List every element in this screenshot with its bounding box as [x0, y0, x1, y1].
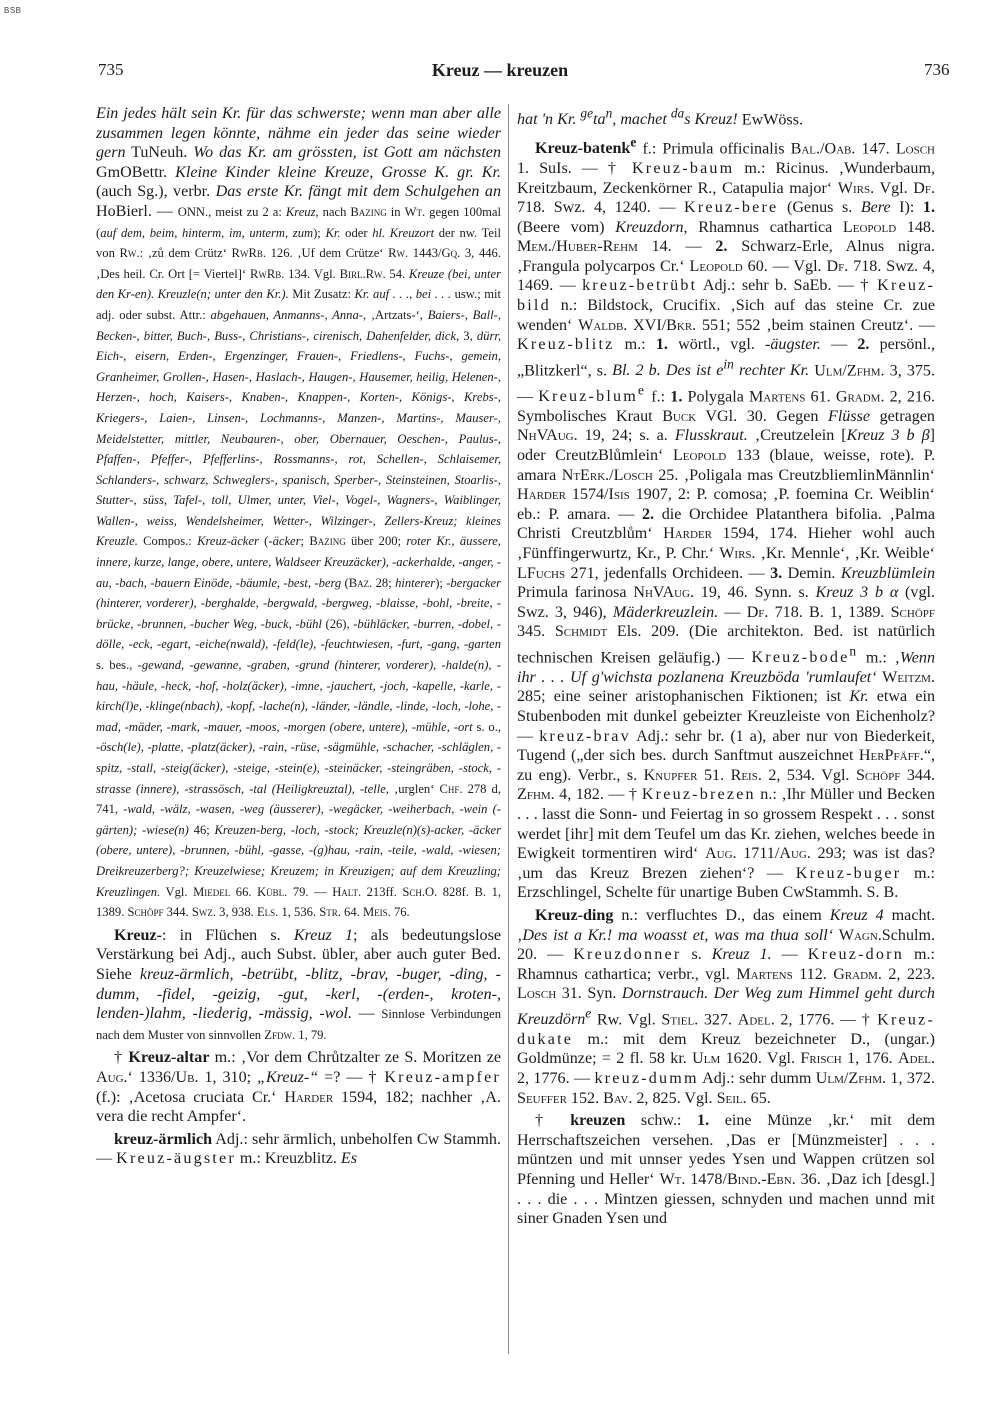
entry-text: † Kreuz-altar m.: ‚Vor dem Chrůtzalter ze S. Moritzen ze Aug.‘ 1336/Ub. 1, 310; „Kreuz-“ =? — † Kreuz-ampfer (f.): ‚Acetosa cruciata Cr.‘ Harder 1594, 182; nachher ‚A. vera die recht Ampfer‘.: [96, 1049, 501, 1126]
column-right: [517, 104, 935, 1229]
entry-text: Ein jedes hält sein Kr. für das schwerste; wenn man aber alle zusammen legen könnte, nähme ein jeder das seine wieder gern TuNeuh. Wo das Kr. am grössten, ist Gott am nächsten GmOBettr. Kleine Kinder kleine Kreuze, Grosse K. gr. Kr. (auch Sg.), verbr. Das erste Kr. fängt mit dem Schulgehen an HoBierl. — ONN., meist zu 2 a: Kreuz, nach Bazing in Wt. gegen 100mal (auf dem, beim, hinterm, im, unterm, zum); Kr. oder hl. Kreuzort der nw. Teil von Rw.: ‚zů dem Crütz‘ RwRb. 126. ‚Uf dem Crütze‘ Rw. 1443/Gq. 3, 446. ‚Des heil. Cr. Ort [= Viertel]‘ RwRb. 134. Vgl. Birl.Rw. 54. Kreuze (bei, unter den Kr-en). Kreuzle(n; unter den Kr.). Mit Zusatz: Kr. auf . . ., bei . . . usw.; mit adj. oder subst. Attr.: abgehauen, Anmanns-, Anna-, ‚Artzats-‘, Baiers-, Ball-, Becken-, bitter, Buch-, Buss-, Christians-, cirenisch, Dahenfelder, dick, 3, dürr, Eich-, eisern, Erden-, Ergenzinger, Frauen-, Friedlens-, Fuchs-, gemein, Granheimer, Grollen-, Hasen-, Haslach-, Haugen-, Hausemer, heilig, Helenen-, Herzen-, hoch, Kaisers-, Knaben-, Knappen-, Korten-, Königs-, Krebs-, Kriegers-, Laien-, Linsen-, Lochmanns-, Manzen-, Martins-, Mauser-, Meidelstetter, mittler, Neubauren-, ober, Obernauer, Oeschen-, Paulus-, Pfaffen-, Pfeffer-, Pfefferlins-, Rossmanns-, rot, Schellen-, Schlaisemer, Schlanders-, schwarz, Schweglers-, spanisch, Sperber-, Steinsteinen, Stoarlis-, Stutter-, süss, Tafel-, toll, Ulmer, unter, Viel-, Vogel-, Wagners-, Waiblinger, Wallen-, weiss, Wendelsheimer, Wetter-, Wilzinger-, Zellers-Kreuz; kleines Kreuzle. Compos.: Kreuz-äcker (-äcker; Bazing über 200; roter Kr., äussere, innere, kurze, lange, obere, untere, Waldseer Kreuzäcker), -ackerhalde, -anger, -au, -bach, -bauern Einöde, -bäumle, -best, -berg (Baz. 28; hinterer); -bergacker (hinterer, vorderer), -berghalde, -bergwald, -bergweg, -blaisse, -bohl, -breite, -brücke, -brunnen, -bucher Weg, -buck, -bühl (26), -bühläcker, -burren, -dobel, -dölle, -eck, -egart, -eiche(nwald), -feld(le), -feuchtwiesen, -furt, -gang, -garten s. bes., -gewand, -gewanne, -graben, -grund (hinterer, vorderer), -halde(n), -hau, -häule, -heck, -hof, -holz(äcker), -imne, -jauchert, -joch, -kapelle, -karle, -kirch(l)e, -klinge(nbach), -kopf, -lache(n), -länder, -ländle, -linde, -loch, -lohe, -mad, -mäder, -mark, -mauer, -moos, -morgen (obere, untere), -mühle, -ort s. o., -ösch(le), -platte, -platz(äcker), -rain, -rüse, -sägmühle, -schacher, -schläglen, -spitz, -stall, -steig(äcker), -steige, -stein(e), -steinäcker, -steingräben, -stock, -strasse (innere), -strassösch, -tal (Heiligkreuztal), -telle, ‚urglen‘ Chf. 278 d, 741, -wald, -wälz, -wasen, -weg (äusserer), -wegäcker, -weiherbach, -wein (-gärten); -wiese(n) 46; Kreuzen-berg, -loch, -stock; Kreuzle(n)(s)-acker, -äcker (obere, untere), -brunnen, -bühl, -gasse, -(g)hau, -rain, -teile, -wald, -wiesen; Dreikreuzerberg?; Kreuzelwiese; Kreuzem; in Kreuzigen; auf dem Kreuzling; Kreuzlingen. Vgl. Miedel 66. Kübl. 79. — Halt. 213ff. Sch.O. 828f. B. 1, 1389. Schöpf 344. Swz. 3, 938. Els. 1, 536. Str. 64. Meis. 76.: [96, 105, 502, 920]
page-number-right: 736: [924, 60, 950, 79]
page-number-left: 735: [98, 60, 124, 79]
running-title: Kreuz — kreuzen: [431, 60, 569, 80]
entry-text: kreuz-ärmlich Adj.: sehr ärmlich, unbeholfen Cw Stammh. — Kreuz-äugster m.: Kreuzblitz. Es: [96, 1130, 501, 1168]
entry-text: Kreuz-: in Flüchen s. Kreuz 1; als bedeutungslose Verstärkung bei Adj., auch Subst. übler, aber auch guter Bed. Siehe kreuz-ärmlich, -betrübt, -blitz, -brav, -buger, -ding, -dumm, -fidel, -geizig, -gut, -kerl, -(erden-, kroten-, lenden-)lahm, -liederig, -mässig, -wol. — Sinnlose Verbindungen nach dem Muster von sinnvollen Zfdw. 1, 79.: [96, 926, 501, 1042]
column-divider: [508, 104, 509, 1354]
entry-text: Kreuz-batenk$^e$ f.: Primula officinalis Bal./Oab. 147. Losch 1. SuIs. — † Kreuz-baum m.: Ricinus. ‚Wunderbaum, Kreitzbaum, Zeckenkörner R., Catapulia major‘ Wirs. Vgl. Df. 718. Swz. 4, 1240. — Kreuz-bere (Genus s. Bere I): 1. (Beere vom) Kreuzdorn, Rhamnus cathartica Leopold 148. Mem./Huber-Rehm 14. — 2. Schwarz-Erle, Alnus nigra. ‚Frangula polycarpos Cr.‘ Leopold 60. — Vgl. Df. 718. Swz. 4, 1469. — kreuz-betrübt Adj.: sehr b. SaEb. — † Kreuz-bild n.: Bildstock, Crucifix. ‚Sich auf das steine Cr. zue wenden‘ Waldb. XVI/Bkr. 551; 552 ‚beim stainen Creutz‘. — Kreuz-blitz m.: 1. wörtl., vgl. -äugster. — 2. persönl., „Blitzkerl“, s. Bl. 2 b. Des ist $e^{in}$ rechter Kr. Ulm/Zfhm. 3, 375. — Kreuz-blum$^e$ f.: 1. Polygala Martens 61. Gradm. 2, 216. Symbolisches Kraut Buck VGl. 30. Gegen Flüsse getragen NhVAug. 19, 24; s. a. Flusskraut. ‚Creutzelein [Kreuz 3 b β] oder CreutzBlůmlein‘ Leopold 133 (blaue, weisse, rote). P. amara NtErk./Losch 25. ‚Poligala mas CreutzbliemlinMännlin‘ Harder 1574/Isis 1907, 2: P. comosa; ‚P. foemina Cr. Weiblin‘ eb.: P. amara. — 2. die Orchidee Platanthera bifolia. ‚Palma Christi Creutzblům‘ Harder 1594, 174. Hieher wohl auch ‚Fünffingerwurtz, Kr., P. Chr.‘ Wirs. ‚Kr. Mennle‘, ‚Kr. Weible‘ LFuchs 271, jedenfalls Orchideen. — 3. Demin. Kreuzblümlein Primula farinosa NhVAug. 19, 46. Synn. s. Kreuz 3 b α (vgl. Swz. 3, 946), Mäderkreuzlein. — Df. 718. B. 1, 1389. Schöpf 345. Schmidt Els. 209. (Die architekton. Bed. ist natürlich technischen Kreisen geläufig.) — Kreuz-bode$^n$ m.: ‚Wenn ihr . . . Uf g'wichsta pozlanena Kreuzböda 'rumlaufet‘ Weitzm. 285; eine seiner aristophanischen Fiktionen; ist Kr. etwa ein Stubenboden mit dunkel gebeizter Kreuzleiste von Eichenholz? — kreuz-brav Adj.: sehr br. (1 a), aber nur von Biederkeit, Tugend („der sich bes. durch Sanftmut auszeichnet HerPfäff.“, zu eng). Verbr., s. Knupfer 51. Reis. 2, 534. Vgl. Schöpf 344. Zfhm. 4, 182. — † Kreuz-brezen n.: ‚Ihr Müller und Becken . . . lasst die Sonn- und Feiertag in so grossem Respekt . . . sonst werdet [ihr] mit dem Teufel um das Kr. ziehen, welches beede in Ewigkeit tormentiren wird‘ Aug. 1711/Aug. 293; was ist das? ‚um das Kreuz Brezen ziehen‘? — Kreuz-buger m.: Erzschlingel, Schelte für unartige Buben CwStammh. S. B.: [517, 134, 936, 902]
entry-text: Kreuz-ding n.: verfluchtes D., das einem Kreuz 4 macht. ‚Des ist a Kr.! ma woasst et, was ma thua soll‘ Wagn.Schulm. 20. — Kreuzdonner s. Kreuz 1. — Kreuz-dorn m.: Rhamnus cathartica; verbr., vgl. Martens 112. Gradm. 2, 223. Losch 31. Syn. Dornstrauch. Der Weg zum Himmel geht durch Kreuzdörn$^e$ Rw. Vgl. Stiel. 327. Adel. 2, 1776. — † Kreuz-dukate m.: mit dem Kreuz bezeichneter D., (ungar.) Goldmünze; = 2 fl. 58 kr. Ulm 1620. Vgl. Frisch 1, 176. Adel. 2, 1776. — kreuz-dumm Adj.: sehr dumm Ulm/Zfhm. 1, 372. Seuffer 152. Bav. 2, 825. Vgl. Seil. 65.: [517, 906, 936, 1107]
entry-text: hat 'n Kr. $^{ge}ta^n$, machet $^{da}$s Kreuz! EwWöss.: [517, 106, 803, 129]
column-left: [96, 104, 501, 1169]
library-mark: BSB: [4, 6, 22, 15]
entry-text: † kreuzen schw.: 1. eine Münze ‚kr.‘ mit dem Herrschaftszeichen versehen. ‚Das er [Münzmeister] . . . müntzen und mit unnser yedes Ysen und Wappen crützen sol Pfenning und Heller‘ Wt. 1478/Bind.-Ebn. 36. ‚Daz ich [desgl.] . . . die . . . Mintzen giessen, schnyden und machen unnd mit siner Gnaden Ysen und: [517, 1112, 936, 1228]
